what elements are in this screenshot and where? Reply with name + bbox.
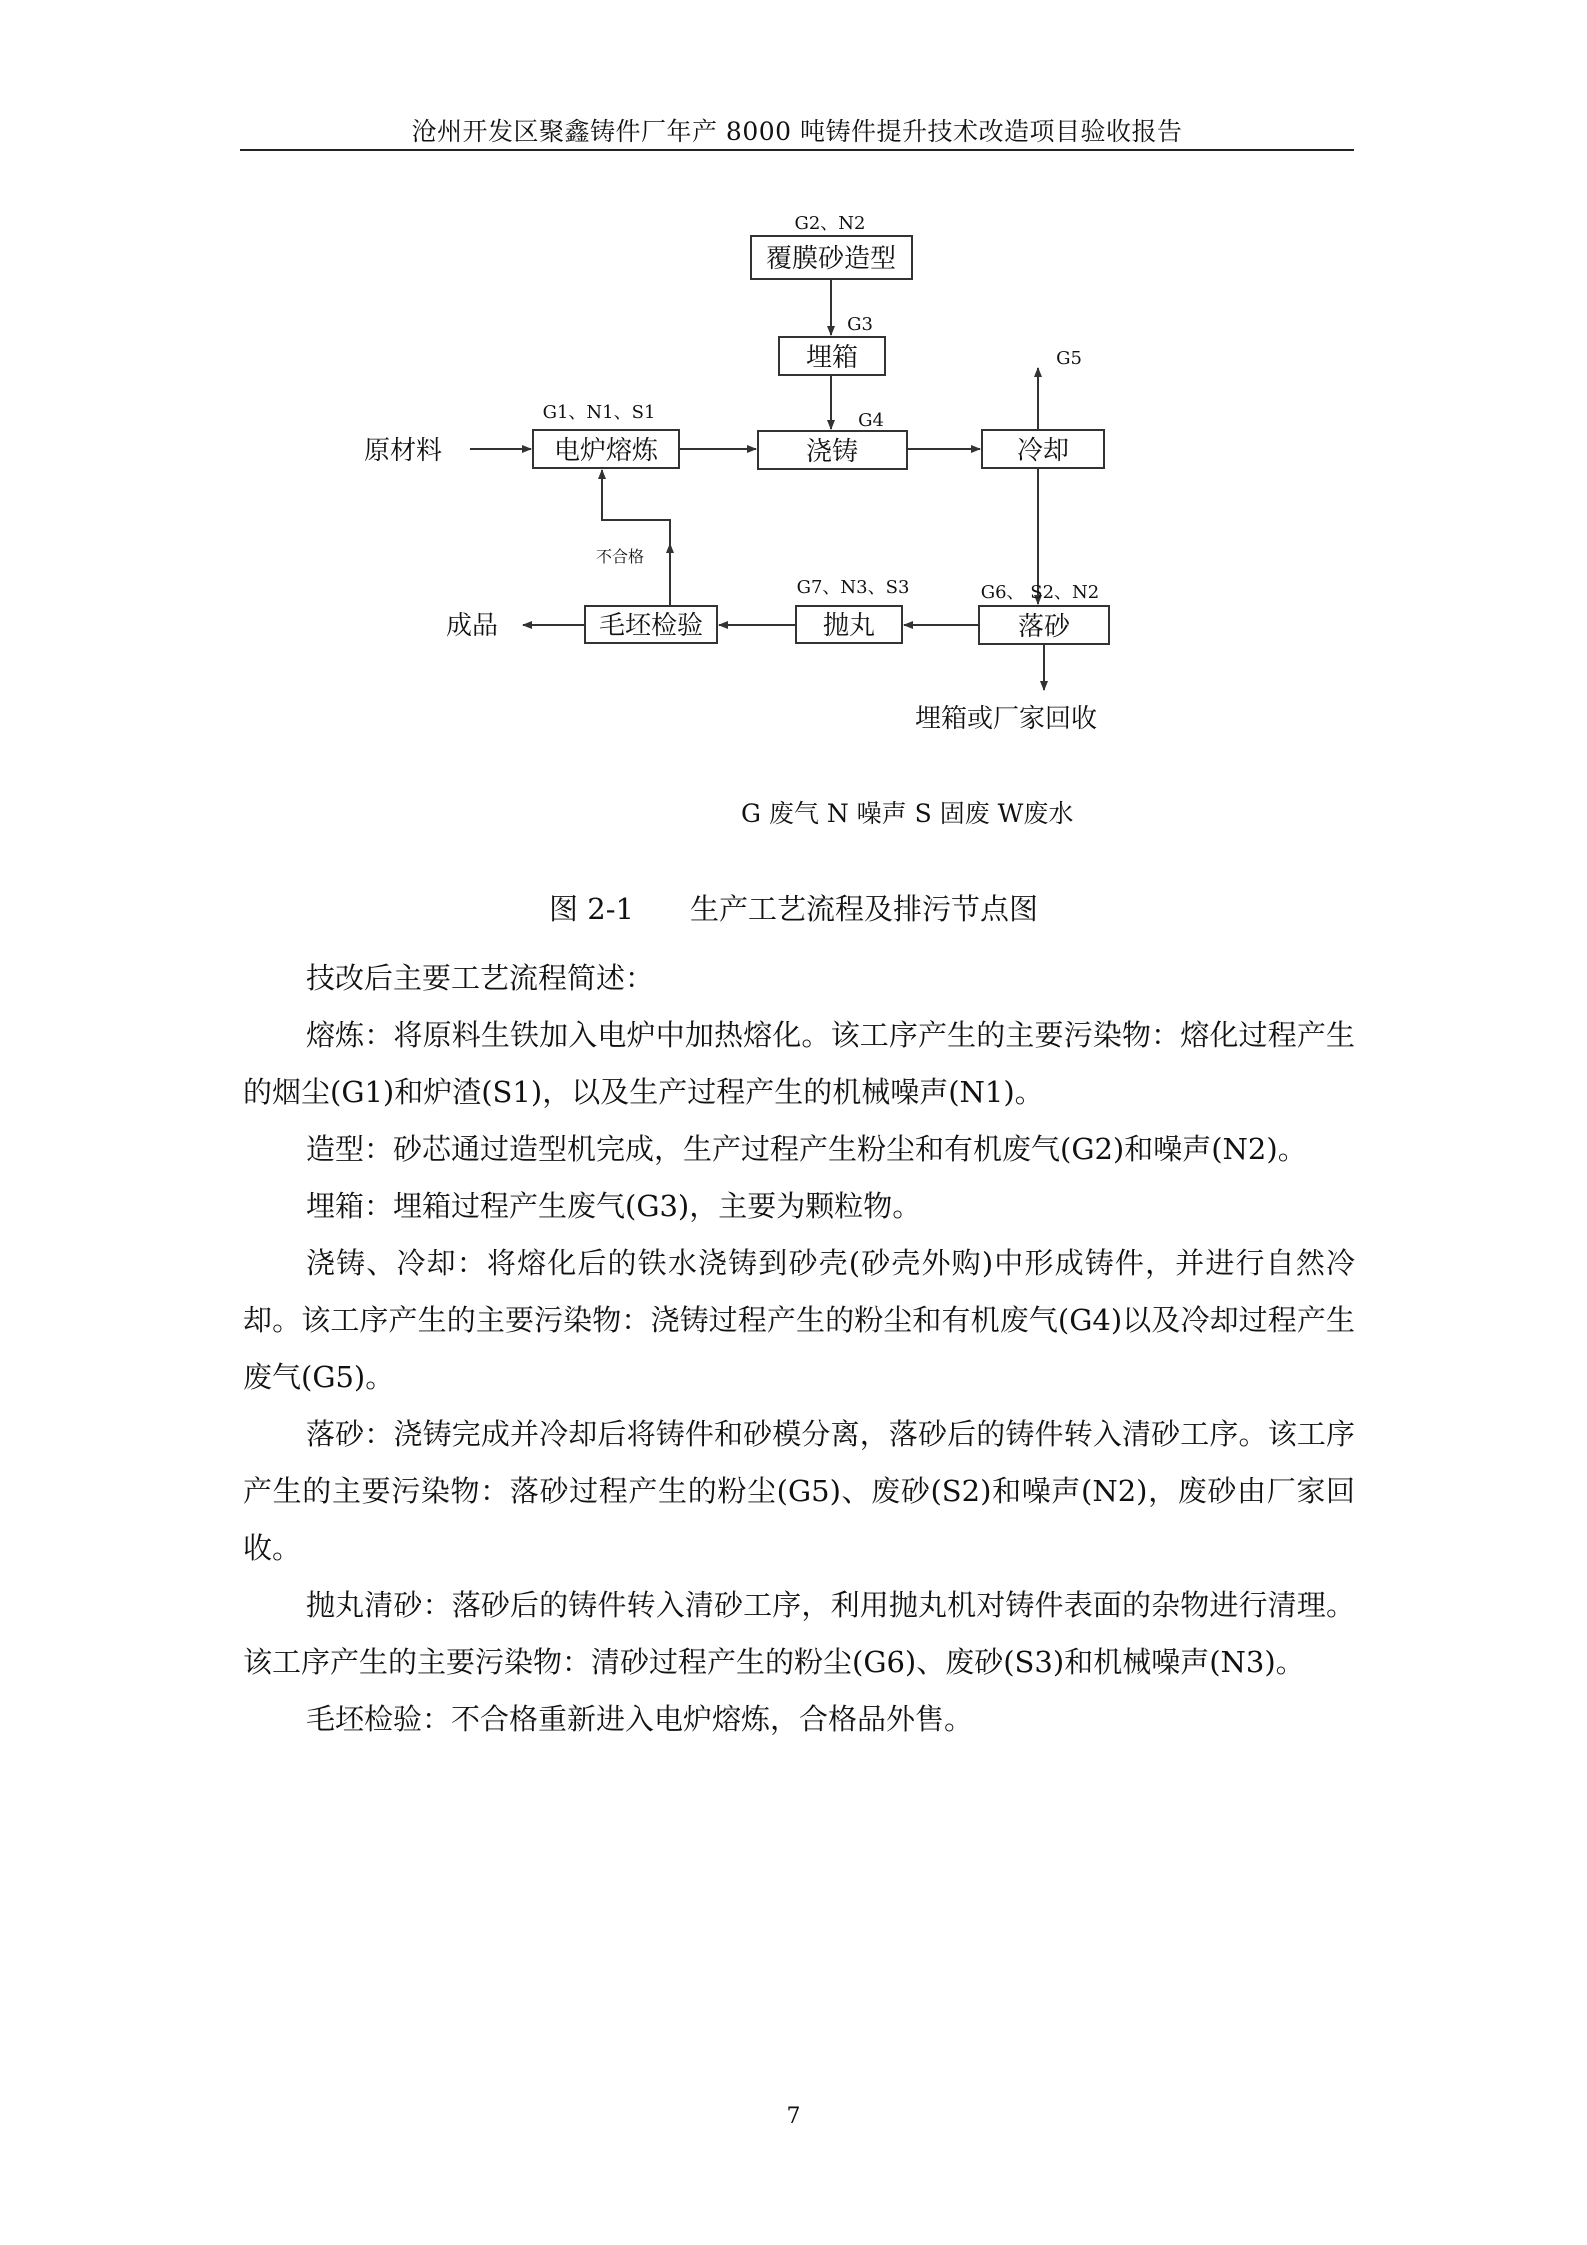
process-flow-diagram: [0, 0, 1587, 900]
figure-title: 生产工艺流程及排污节点图: [689, 892, 1038, 926]
paragraph-inspection: 毛坯检验：不合格重新进入电炉熔炼，合格品外售。: [306, 1702, 974, 1736]
box-molding-label: 覆膜砂造型: [765, 244, 897, 274]
box-furnace: [533, 430, 679, 468]
pouring-pollutants-label: G4: [858, 410, 884, 431]
figure-caption: [0, 887, 1587, 928]
paragraph-shakeout: 落砂：浇铸完成并冷却后将铸件和砂模分离，落砂后的铸件转入清砂工序。该工序产生的主要污染物：落砂过程产生的粉尘(G5)、废砂(S2)和噪声(N2)，废砂由厂家回收。: [243, 1417, 1355, 1565]
box-box-burying: [779, 337, 885, 375]
raw-material-label: 原材料: [364, 436, 443, 466]
paragraph-molding: 造型：砂芯通过造型机完成，生产过程产生粉尘和有机废气(G2)和噪声(N2)。: [306, 1132, 1307, 1166]
cooling-pollutants-label: G5: [1056, 348, 1082, 369]
recycle-label: 埋箱或厂家回收: [915, 704, 1098, 734]
box-furnace-label: 电炉熔炼: [553, 436, 659, 466]
figure-number: 图 2-1: [549, 892, 634, 926]
box-pouring: [758, 431, 907, 469]
paragraph-shot-blasting: 抛丸清砂：落砂后的铸件转入清砂工序，利用抛丸机对铸件表面的杂物进行清理。该工序产生的主要污染物：清砂过程产生的粉尘(G6)、废砂(S3)和机械噪声(N3)。: [243, 1588, 1355, 1679]
product-label: 成品: [446, 611, 499, 641]
box-cooling-label: 冷却: [1016, 436, 1070, 466]
molding-pollutants-label: G2、N2: [794, 213, 866, 234]
box-shot-blasting-label: 抛丸: [822, 611, 876, 641]
paragraph-pouring-cooling: 浇铸、冷却：将熔化后的铁水浇铸到砂壳(砂壳外购)中形成铸件，并进行自然冷却。该工序产生的主要污染物：浇铸过程产生的粉尘和有机废气(G4)以及冷却过程产生废气(G5)。: [243, 1246, 1355, 1394]
box-pouring-label: 浇铸: [805, 437, 859, 467]
arrow-inspection-unqualified-return: [602, 470, 670, 606]
box-inspection-label: 毛坯检验: [598, 611, 704, 641]
box-shakeout: [979, 606, 1109, 644]
box-burying-pollutants-label: G3: [847, 314, 873, 335]
page-header: 沧州开发区聚鑫铸件厂年产 8000 吨铸件提升技术改造项目验收报告: [411, 117, 1183, 146]
box-shot-blasting: [796, 606, 902, 643]
shakeout-pollutants-label: G6、 S2、N2: [980, 582, 1100, 603]
paragraph-intro: 技改后主要工艺流程简述：: [306, 961, 655, 995]
paragraph-box-burying: 埋箱：埋箱过程产生废气(G3)，主要为颗粒物。: [306, 1189, 922, 1223]
unqualified-label: 不合格: [596, 547, 645, 566]
furnace-pollutants-label: G1、N1、S1: [542, 402, 656, 423]
body-text: [243, 950, 1355, 1748]
paragraph-smelting: 熔炼：将原料生铁加入电炉中加热熔化。该工序产生的主要污染物：熔化过程产生的烟尘(G1)和炉渣(S1)，以及生产过程产生的机械噪声(N1)。: [243, 1018, 1355, 1109]
box-molding: [751, 236, 912, 279]
shot-blasting-pollutants-label: G7、N3、S3: [796, 577, 910, 598]
box-box-burying-label: 埋箱: [805, 343, 859, 373]
diagram-legend: G 废气 N 噪声 S 固废 W废水: [741, 799, 1074, 828]
box-shakeout-label: 落砂: [1017, 612, 1071, 642]
box-cooling: [982, 430, 1104, 468]
box-inspection: [585, 606, 717, 643]
page-number: 7: [786, 2104, 801, 2129]
